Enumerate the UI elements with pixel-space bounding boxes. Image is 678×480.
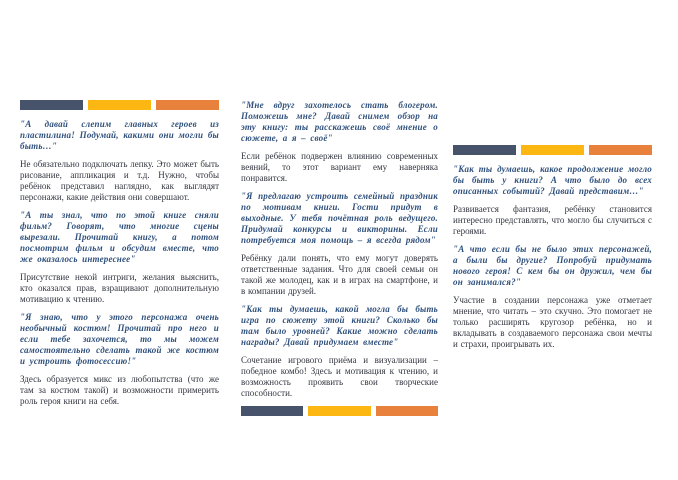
body-paragraph: Не обязательно подключать лепку. Это может быть рисование, аппликация и т.д. Нужно, чтобы ребёнок представил наглядно, как выглядят персонажи, какие действия они совершают. xyxy=(20,159,219,202)
quote-paragraph: "Как ты думаешь, какой могла бы быть игра по сюжету этой книги? Сколько бы там было уровней? Какие можно сделать награды? Давай придумаем вместе" xyxy=(241,304,438,347)
column-middle xyxy=(241,100,438,416)
accent-bars-left xyxy=(20,100,219,110)
accent-bar-orange xyxy=(376,406,438,416)
body-paragraph: Развивается фантазия, ребёнку становится интересно представлять, что могло бы случиться с героями. xyxy=(453,204,652,236)
body-paragraph: Присутствие некой интриги, желания выяснить, кто оказался прав, взращивают дополнительную мотивацию к чтению. xyxy=(20,272,219,304)
accent-bar-yellow xyxy=(308,406,370,416)
quote-paragraph: "А что если бы не было этих персонажей, а были бы другие? Попробуй придумать нового героя! С кем бы он дружил, чем бы он занимался?" xyxy=(453,244,652,287)
accent-bar-dark xyxy=(241,406,303,416)
body-paragraph: Сочетание игрового приёма и визуализации – победное комбо! Здесь и мотивация к чтению, и возможность проявить свои творческие способности. xyxy=(241,355,438,398)
body-paragraph: Здесь образуется микс из любопытства (что же там за костюм такой) и возможности примерить роль героя книги на себя. xyxy=(20,374,219,406)
quote-paragraph: "Как ты думаешь, какое продолжение могло бы быть у книги? А что было до всех описанных событий? Давай представим…" xyxy=(453,164,652,196)
body-paragraph: Если ребёнок подвержен влиянию современных веяний, то этот вариант ему наверняка понравится. xyxy=(241,151,438,183)
quote-paragraph: "Я знаю, что у этого персонажа очень необычный костюм! Прочитай про него и если тебе захочется, то мы можем самостоятельно сделать такой же костюм и устроить фотосессию!" xyxy=(20,312,219,366)
quote-paragraph: "Мне вдруг захотелось стать блогером. Поможешь мне? Давай снимем обзор на эту книгу: ты расскажешь своё мнение о сюжете, а я – своё" xyxy=(241,100,438,143)
quote-paragraph: "А ты знал, что по этой книге сняли фильм? Говорят, что многие сцены вырезали. Прочитай книгу, а потом посмотрим фильм и обсудим вместе, что же оказалось интереснее" xyxy=(20,210,219,264)
accent-bar-orange xyxy=(156,100,219,110)
body-paragraph: Ребёнку дали понять, что ему могут доверять ответственные задания. Что для своей семьи он такой же молодец, как и в играх на смартфоне, и в компании друзей. xyxy=(241,253,438,296)
accent-bar-yellow xyxy=(88,100,151,110)
accent-bars-right xyxy=(453,145,652,155)
accent-bar-orange xyxy=(589,145,652,155)
column-left xyxy=(20,100,219,414)
quote-paragraph: "Я предлагаю устроить семейный праздник по мотивам книги. Гости придут в выходные. У тебя почётная роль ведущего. Придумай конкурсы и викторины. Если потребуется моя помощь – я всегда рядом" xyxy=(241,191,438,245)
body-paragraph: Участие в создании персонажа уже отметает мнение, что читать – это скучно. Это помогает не только расширять кругозор ребёнка, но и вкладывать в создаваемого персонажа свои мечты и страхи, проигрывать их. xyxy=(453,295,652,349)
column-right xyxy=(453,145,652,357)
accent-bar-dark xyxy=(20,100,83,110)
accent-bars-middle xyxy=(241,406,438,416)
quote-paragraph: "А давай слепим главных героев из пластилина! Подумай, какими они могли бы быть…" xyxy=(20,119,219,151)
accent-bar-yellow xyxy=(521,145,584,155)
accent-bar-dark xyxy=(453,145,516,155)
